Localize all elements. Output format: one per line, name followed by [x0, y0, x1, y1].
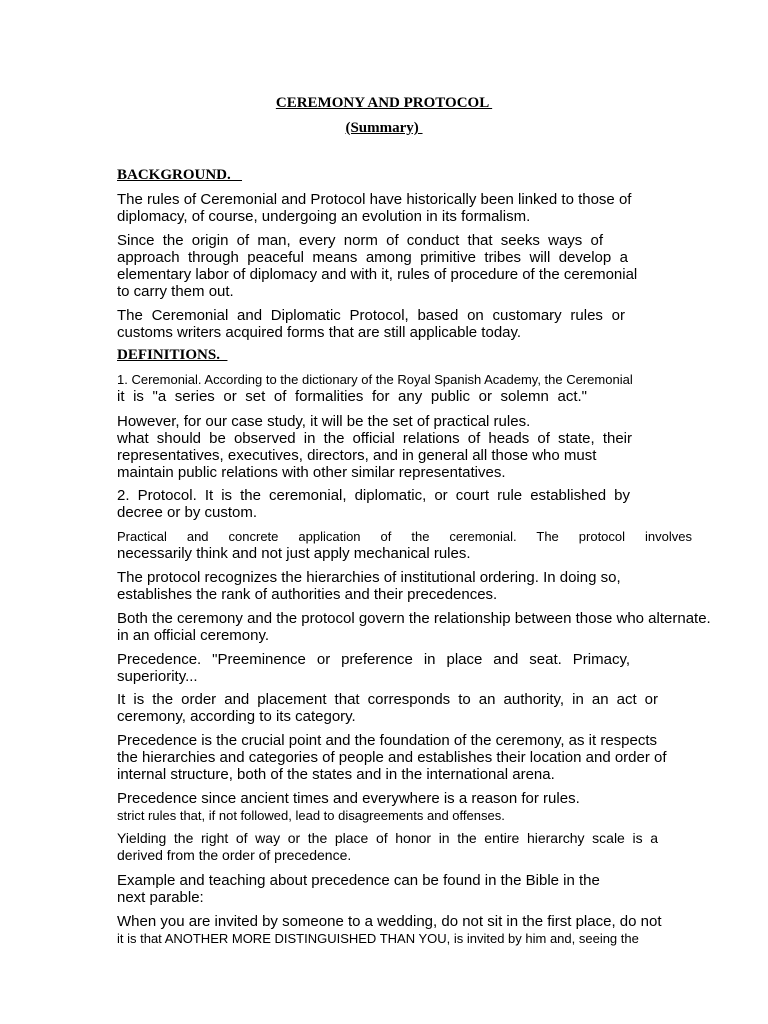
text-line: When you are invited by someone to a wedding, do not sit in the first place, do not	[117, 913, 662, 930]
definitions-paragraph-10	[117, 790, 658, 824]
definitions-paragraph-4	[117, 528, 692, 562]
text-line: what should be observed in the official relations of heads of state, their	[117, 430, 632, 447]
definitions-paragraph-2	[117, 413, 658, 481]
background-paragraph-2	[117, 232, 658, 300]
text-line: The Ceremonial and Diplomatic Protocol, based on customary rules or	[117, 307, 625, 324]
text-line: The rules of Ceremonial and Protocol have historically been linked to those of	[117, 191, 632, 208]
text-line: strict rules that, if not followed, lead to disagreements and offenses.	[117, 808, 505, 823]
text-line: derived from the order of precedence.	[117, 847, 352, 863]
background-paragraph-1	[117, 191, 658, 225]
text-line: The protocol recognizes the hierarchies of institutional ordering. In doing so,	[117, 569, 621, 586]
text-line: representatives, executives, directors, and in general all those who must	[117, 447, 597, 464]
text-line: ceremony, according to its category.	[117, 708, 356, 725]
text-line: It is the order and placement that corresponds to an authority, in an act or	[117, 691, 658, 708]
text-line: elementary labor of diplomacy and with it, rules of procedure of the ceremonial	[117, 266, 638, 283]
text-line: establishes the rank of authorities and their precedences.	[117, 586, 498, 603]
text-line: 1. Ceremonial. According to the dictionary of the Royal Spanish Academy, the Ceremonial	[117, 372, 633, 387]
text-line: However, for our case study, it will be the set of practical rules.	[117, 413, 531, 430]
text-line: Example and teaching about precedence can be found in the Bible in the	[117, 872, 600, 889]
text-line: Yielding the right of way or the place of honor in the entire hierarchy scale is a	[117, 830, 658, 846]
text-line: necessarily think and not just apply mechanical rules.	[117, 545, 471, 562]
text-line: 2. Protocol. It is the ceremonial, diplomatic, or court rule established by	[117, 487, 630, 504]
text-line: Precedence. "Preeminence or preference in place and seat. Primacy,	[117, 651, 630, 668]
text-line: Precedence is the crucial point and the foundation of the ceremony, as it respects	[117, 732, 658, 749]
section-heading-background: BACKGROUND.	[117, 167, 243, 183]
definitions-paragraph-9	[117, 732, 667, 783]
text-line: decree or by custom.	[117, 504, 258, 521]
document-subtitle: (Summary)	[345, 120, 423, 136]
text-line: next parable:	[117, 889, 204, 906]
text-line: in an official ceremony.	[117, 627, 270, 644]
definitions-paragraph-7	[117, 651, 658, 685]
text-line: it is "a series or set of formalities for any public or solemn act."	[117, 388, 587, 405]
text-line: Practical and concrete application of the ceremonial. The protocol involves	[117, 529, 692, 544]
definitions-paragraph-12	[117, 872, 658, 906]
definitions-paragraph-3	[117, 487, 658, 521]
definitions-paragraph-1	[117, 371, 658, 405]
definitions-paragraph-13	[117, 913, 662, 947]
text-line: customs writers acquired forms that are still applicable today.	[117, 324, 522, 341]
text-line: diplomacy, of course, undergoing an evolution in its formalism.	[117, 208, 531, 225]
definitions-paragraph-8	[117, 691, 658, 725]
text-line: it is that ANOTHER MORE DISTINGUISHED THAN YOU, is invited by him and, seeing the	[117, 931, 639, 946]
text-line: Since the origin of man, every norm of conduct that seeks ways of	[117, 232, 603, 249]
definitions-paragraph-6	[117, 610, 711, 644]
text-line: Both the ceremony and the protocol govern the relationship between those who alternate.	[117, 610, 711, 627]
definitions-paragraph-11	[117, 830, 658, 864]
section-heading-definitions: DEFINITIONS.	[117, 347, 228, 363]
text-line: approach through peaceful means among primitive tribes will develop a	[117, 249, 628, 266]
background-paragraph-3	[117, 307, 658, 341]
text-line: Precedence since ancient times and everywhere is a reason for rules.	[117, 790, 580, 807]
text-line: to carry them out.	[117, 283, 234, 300]
definitions-paragraph-5	[117, 569, 658, 603]
document-title: CEREMONY AND PROTOCOL	[275, 95, 493, 111]
text-line: superiority...	[117, 668, 198, 685]
text-line: internal structure, both of the states and in the international arena.	[117, 766, 555, 783]
text-line: maintain public relations with other similar representatives.	[117, 464, 506, 481]
text-line: the hierarchies and categories of people and establishes their location and order of	[117, 749, 667, 766]
